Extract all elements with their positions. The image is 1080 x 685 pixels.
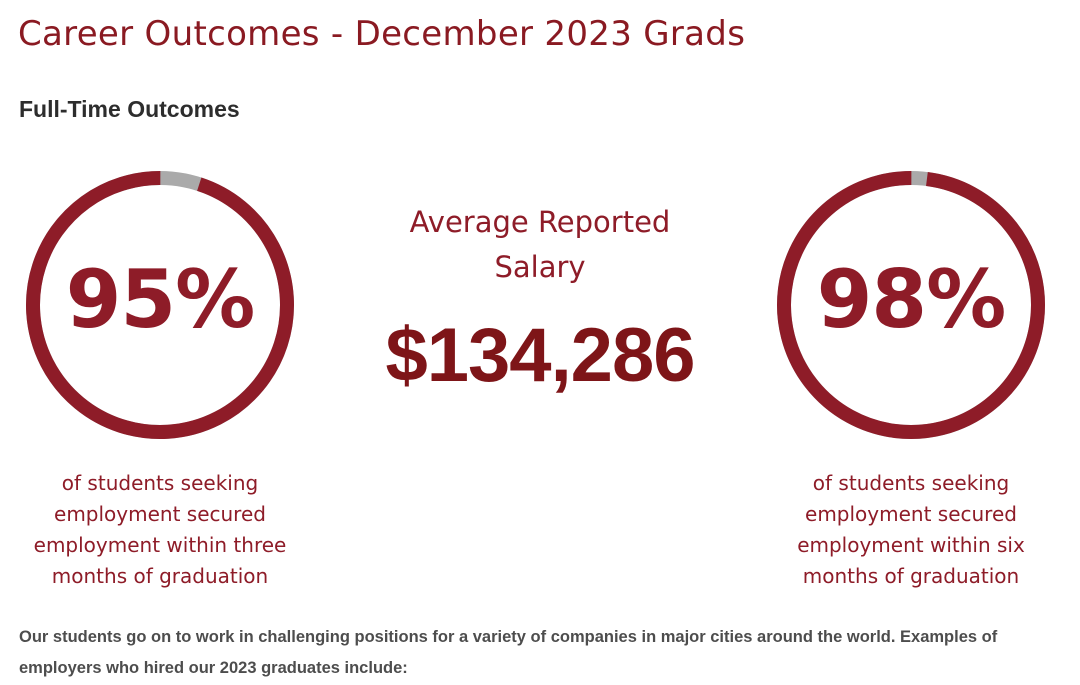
salary-label: Average Reported Salary [409,205,671,284]
six-month-caption: of students seeking employment secured employment within six months of graduation [797,471,1025,588]
section-heading: Full-Time Outcomes [19,96,240,122]
employers-intro-text: Our students go on to work in challenging positions for a variety of companies in major cities around the world. Examples of employers who hired our 2023 graduates include: [19,628,998,677]
average-salary-stat [345,200,735,399]
three-month-caption: of students seeking employment secured employment within three months of graduation [33,471,287,588]
six-month-percent: 98% [816,252,1006,346]
three-month-outcome-stat [20,165,310,592]
three-month-percent: 95% [65,252,255,346]
page-title: Career Outcomes - December 2023 Grads [18,14,746,54]
six-month-outcome-stat [771,165,1061,592]
salary-value: $134,286 [385,313,695,398]
six-month-ring [771,165,1051,445]
three-month-ring [20,165,300,445]
